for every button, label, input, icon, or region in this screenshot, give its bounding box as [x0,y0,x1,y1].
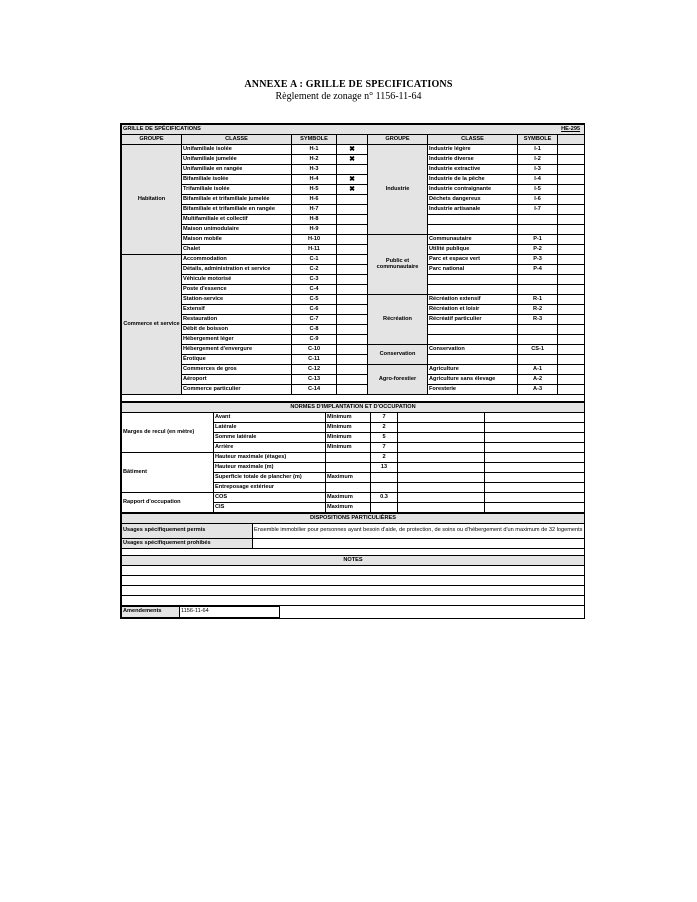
mark-cell [337,265,368,275]
class-symbol-right: CS-1 [518,345,558,355]
class-name: Véhicule motorisé [182,275,292,285]
class-row [122,275,585,285]
class-name: Débit de boisson [182,325,292,335]
class-symbol-right: P-4 [518,265,558,275]
usages-prohibes-value [253,539,585,549]
class-name: Chalet [182,245,292,255]
class-row [122,165,585,175]
class-name: Maison mobile [182,235,292,245]
usages-prohibes-label: Usages spécifiquement prohibés [122,539,253,549]
class-row [122,355,585,365]
class-symbol: H-2 [292,155,337,165]
mark-cell-right [558,215,585,225]
norme-label: Avant [214,413,326,423]
norme-row [122,453,585,463]
class-symbol-right: I-1 [518,145,558,155]
class-symbol-right [518,225,558,235]
class-name: Accommodation [182,255,292,265]
norme-value [371,473,398,483]
class-symbol-right: I-7 [518,205,558,215]
mark-cell-right [558,265,585,275]
class-symbol-right: A-3 [518,385,558,395]
class-symbol: H-6 [292,195,337,205]
norme-label: Superficie totale de plancher (m) [214,473,326,483]
mark-cell [337,225,368,235]
class-row [122,255,585,265]
class-name: Bifamiliale et trifamiliale en rangée [182,205,292,215]
norme-empty-cell [398,503,485,513]
class-row [122,385,585,395]
class-row [122,335,585,345]
class-symbol-right [518,215,558,225]
note-line [122,596,585,606]
class-name: Bifamiliale et trifamiliale jumelée [182,195,292,205]
amendements-label: Amendements [122,607,180,618]
norme-empty-cell [485,433,585,443]
class-name: Poste d'essence [182,285,292,295]
specification-grid [120,123,585,619]
annexe-title: ANNEXE A : GRILLE DE SPECIFICATIONS [244,79,453,90]
class-name: Maison unimodulaire [182,225,292,235]
spacer [122,395,585,402]
norme-empty-cell [485,413,585,423]
class-row [122,265,585,275]
class-row [122,305,585,315]
note-line [122,566,585,576]
class-symbol: H-10 [292,235,337,245]
class-name: Station-service [182,295,292,305]
class-row [122,185,585,195]
class-symbol: C-14 [292,385,337,395]
class-symbol: C-6 [292,305,337,315]
mark-cell [337,325,368,335]
norme-empty-cell [485,483,585,493]
mark-cell-right [558,195,585,205]
class-name: Unifamiliale isolée [182,145,292,155]
class-name-right: Foresterie [428,385,518,395]
class-name-right [428,225,518,235]
spacer [122,549,585,556]
group-recreation: Récréation [368,295,428,345]
class-row [122,285,585,295]
class-name-right: Conservation [428,345,518,355]
class-symbol-right: I-6 [518,195,558,205]
amendements-table [121,606,585,618]
usages-permis-value: Ensemble immobilier pour personnes ayant besoin d'aide, de protection, de soins ou d'hébergement d'un maximum de 32 logements [253,524,585,539]
dispositions-title: DISPOSITIONS PARTICULIÈRES [122,514,585,524]
class-name-right [428,275,518,285]
col-symbole-right: SYMBOLE [518,135,558,145]
class-symbol-right [518,325,558,335]
mark-cell-right [558,155,585,165]
class-symbol-right: I-3 [518,165,558,175]
norme-empty-cell [485,453,585,463]
norme-empty-cell [398,413,485,423]
norme-empty-cell [398,483,485,493]
norme-row [122,493,585,503]
mark-cell-right [558,345,585,355]
mark-cell [337,235,368,245]
class-symbol: H-5 [292,185,337,195]
class-row [122,215,585,225]
col-classe: CLASSE [182,135,292,145]
class-row [122,245,585,255]
classes-table [121,124,585,402]
class-symbol: H-9 [292,225,337,235]
class-row [122,235,585,245]
norme-empty-cell [485,423,585,433]
mark-cell [337,285,368,295]
norme-empty-cell [398,433,485,443]
grid-title: GRILLE DE SPÉCIFICATIONS [122,125,518,135]
permitted-mark-icon: ✖ [337,185,368,195]
normes-table [121,402,585,513]
norme-value: 13 [371,463,398,473]
class-name-right: Utilité publique [428,245,518,255]
mark-cell [337,335,368,345]
mark-cell [337,215,368,225]
norme-type: Minimum [326,413,371,423]
norme-empty-cell [485,443,585,453]
norme-empty-cell [398,463,485,473]
class-name-right: Industrie artisanale [428,205,518,215]
class-symbol-right: I-2 [518,155,558,165]
norme-type: Maximum [326,493,371,503]
mark-cell-right [558,325,585,335]
class-row [122,375,585,385]
class-name: Érotique [182,355,292,365]
norme-empty-cell [485,493,585,503]
class-row [122,155,585,165]
class-row [122,225,585,235]
class-name-right: Agriculture sans élevage [428,375,518,385]
norme-label: Entreposage extérieur [214,483,326,493]
class-name-right: Agriculture [428,365,518,375]
norme-type [326,483,371,493]
mark-cell [337,205,368,215]
class-symbol: C-7 [292,315,337,325]
class-row [122,295,585,305]
norme-label: Somme latérale [214,433,326,443]
mark-cell [337,355,368,365]
group-industrie: Industrie [368,145,428,235]
norme-value [371,503,398,513]
norme-type: Minimum [326,443,371,453]
class-symbol-right [518,275,558,285]
class-name: Hébergement léger [182,335,292,345]
group-conservation: Conservation [368,345,428,365]
norme-type: Maximum [326,503,371,513]
class-symbol: C-10 [292,345,337,355]
note-line [122,586,585,596]
class-name: Commerce particulier [182,385,292,395]
class-name: Unifamiliale en rangée [182,165,292,175]
class-name-right: Industrie contraignante [428,185,518,195]
class-name-right [428,215,518,225]
mark-cell [337,365,368,375]
col-mark-right [558,135,585,145]
norme-empty-cell [485,463,585,473]
class-name-right [428,285,518,295]
class-symbol: C-3 [292,275,337,285]
class-symbol-right [518,355,558,365]
class-symbol: C-9 [292,335,337,345]
norme-value: 7 [371,443,398,453]
mark-cell-right [558,275,585,285]
mark-cell-right [558,285,585,295]
norme-label: Latérale [214,423,326,433]
norme-row [122,413,585,423]
class-symbol-right: I-4 [518,175,558,185]
permitted-mark-icon: ✖ [337,145,368,155]
col-groupe-right: GROUPE [368,135,428,145]
mark-cell [337,345,368,355]
class-symbol: H-11 [292,245,337,255]
norme-empty-cell [398,453,485,463]
mark-cell [337,275,368,285]
mark-cell [337,245,368,255]
class-row [122,195,585,205]
class-symbol: C-11 [292,355,337,365]
mark-cell [337,255,368,265]
norme-value: 0.3 [371,493,398,503]
class-row [122,345,585,355]
mark-cell-right [558,225,585,235]
permitted-mark-icon: ✖ [337,175,368,185]
norme-label: Arrière [214,443,326,453]
norme-type [326,453,371,463]
norme-empty-cell [485,503,585,513]
class-symbol: C-5 [292,295,337,305]
mark-cell-right [558,235,585,245]
mark-cell-right [558,145,585,155]
class-name-right: Industrie diverse [428,155,518,165]
mark-cell [337,315,368,325]
class-symbol-right: P-1 [518,235,558,245]
class-symbol-right: A-1 [518,365,558,375]
class-name-right: Industrie légère [428,145,518,155]
class-row [122,205,585,215]
class-symbol: C-1 [292,255,337,265]
notes-title: NOTES [122,556,585,566]
reglement-subtitle: Règlement de zonage n° 1156-11-64 [275,91,422,102]
class-symbol-right [518,335,558,345]
rapport-label: Rapport d'occupation [122,493,214,513]
class-symbol-right [518,285,558,295]
norme-value: 5 [371,433,398,443]
mark-cell-right [558,335,585,345]
mark-cell-right [558,185,585,195]
mark-cell-right [558,295,585,305]
class-row [122,175,585,185]
mark-cell-right [558,375,585,385]
class-name: Trifamiliale isolée [182,185,292,195]
mark-cell-right [558,165,585,175]
norme-value: 2 [371,423,398,433]
class-name-right: Récréatif particulier [428,315,518,325]
mark-cell-right [558,315,585,325]
class-symbol-right: R-1 [518,295,558,305]
class-row [122,145,585,155]
class-row [122,325,585,335]
class-symbol-right: R-2 [518,305,558,315]
col-mark [337,135,368,145]
class-name-right: Déchets dangereux [428,195,518,205]
norme-type: Maximum [326,473,371,483]
class-symbol-right: I-5 [518,185,558,195]
norme-empty-cell [485,473,585,483]
group-agro: Agro-forestier [368,365,428,395]
usages-permis-label: Usages spécifiquement permis [122,524,253,539]
class-name: Commerces de gros [182,365,292,375]
mark-cell-right [558,365,585,375]
class-symbol: H-3 [292,165,337,175]
norme-label: COS [214,493,326,503]
class-name-right [428,355,518,365]
class-symbol: C-8 [292,325,337,335]
amendements-value: 1156-11-64 [180,607,280,618]
dispositions-table [121,513,585,606]
class-name-right: Industrie de la pêche [428,175,518,185]
class-symbol-right: R-3 [518,315,558,325]
col-groupe: GROUPE [122,135,182,145]
batiment-label: Bâtiment [122,453,214,493]
class-name-right: Parc et espace vert [428,255,518,265]
class-name: Unifamiliale jumelée [182,155,292,165]
mark-cell [337,295,368,305]
norme-type: Minimum [326,423,371,433]
grid-title-row [122,125,585,135]
marges-label: Marges de recul (en mètre) [122,413,214,453]
class-name-right: Récréation et loisir [428,305,518,315]
norme-value [371,483,398,493]
norme-value: 2 [371,453,398,463]
class-name: Aéroport [182,375,292,385]
class-symbol-right: A-2 [518,375,558,385]
class-symbol: C-12 [292,365,337,375]
class-name: Restauration [182,315,292,325]
class-symbol: H-4 [292,175,337,185]
class-name: Détails, administration et service [182,265,292,275]
norme-empty-cell [398,493,485,503]
mark-cell-right [558,385,585,395]
class-name-right: Parc national [428,265,518,275]
class-symbol-right: P-3 [518,255,558,265]
mark-cell-right [558,355,585,365]
mark-cell [337,195,368,205]
group-public: Public et communautaire [368,235,428,295]
mark-cell [337,375,368,385]
class-name: Multifamiliale et collectif [182,215,292,225]
norme-value: 7 [371,413,398,423]
class-row [122,365,585,375]
mark-cell-right [558,175,585,185]
class-symbol: H-8 [292,215,337,225]
norme-label: Hauteur maximale (m) [214,463,326,473]
normes-title: NORMES D'IMPLANTATION ET D'OCCUPATION [122,403,585,413]
class-name: Bifamiliale isolée [182,175,292,185]
group-commerce: Commerce et service [122,255,182,395]
norme-empty-cell [398,423,485,433]
mark-cell-right [558,255,585,265]
note-line [122,576,585,586]
class-symbol: C-13 [292,375,337,385]
class-name-right: Industrie extractive [428,165,518,175]
norme-label: Hauteur maximale (étages) [214,453,326,463]
group-habitation: Habitation [122,145,182,255]
mark-cell-right [558,205,585,215]
zone-code: HE-295 [518,125,585,135]
class-name-right [428,325,518,335]
class-name-right: Récréation extensif [428,295,518,305]
norme-type [326,463,371,473]
class-symbol: C-2 [292,265,337,275]
norme-label: CIS [214,503,326,513]
col-symbole: SYMBOLE [292,135,337,145]
norme-empty-cell [398,443,485,453]
mark-cell [337,385,368,395]
mark-cell-right [558,305,585,315]
class-name: Extensif [182,305,292,315]
mark-cell-right [558,245,585,255]
class-symbol: C-4 [292,285,337,295]
class-row [122,315,585,325]
norme-empty-cell [398,473,485,483]
class-name-right [428,335,518,345]
class-symbol: H-1 [292,145,337,155]
class-symbol: H-7 [292,205,337,215]
permitted-mark-icon: ✖ [337,155,368,165]
class-name-right: Communautaire [428,235,518,245]
mark-cell [337,305,368,315]
mark-cell [337,165,368,175]
class-symbol-right: P-2 [518,245,558,255]
grid-header-row [122,135,585,145]
class-name: Hébergement d'envergure [182,345,292,355]
col-classe-right: CLASSE [428,135,518,145]
norme-type: Minimum [326,433,371,443]
